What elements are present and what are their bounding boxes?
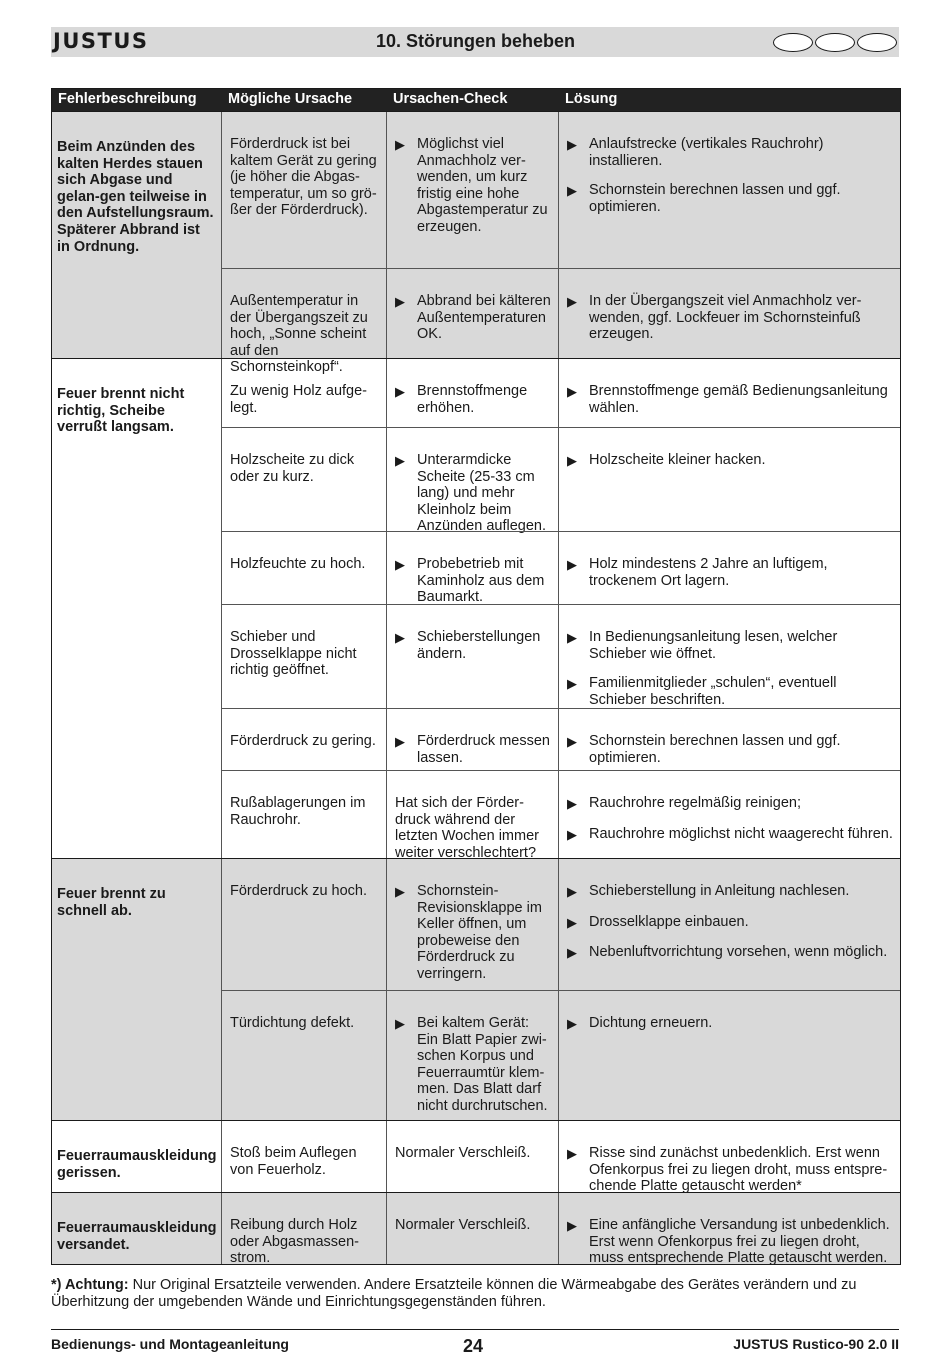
bullet-text: Schornstein berechnen lassen und ggf. optimieren. <box>589 182 841 215</box>
problem-description: Beim Anzünden des kalten Herdes stauen sich Abgase und gelan-gen teilweise in den Aufstellungsraum. Späterer Abbrand ist in Ordnung. <box>52 112 222 358</box>
arrow-icon: ▶ <box>395 884 405 899</box>
table-row <box>222 604 900 708</box>
bullet-text: Brennstoffmenge gemäß Bedienungsanleitung wählen. <box>589 383 888 416</box>
solution-cell <box>559 112 900 268</box>
bullet-text: Dichtung erneuern. <box>589 1015 713 1031</box>
problem-description: Feuer brennt zu schnell ab. <box>52 859 222 1120</box>
table-row <box>222 770 900 861</box>
cause-cell: Außentemperatur in der Übergangszeit zu hoch, „Sonne scheint auf den Schornsteinkopf“. <box>222 269 387 358</box>
bullet-text: Anlaufstrecke (vertikales Rauchrohr) installieren. <box>589 136 824 169</box>
cause-cell: Förderdruck zu gering. <box>222 709 387 770</box>
page-title: 10. Störungen beheben <box>376 31 576 51</box>
arrow-icon: ▶ <box>567 796 577 811</box>
table-row <box>222 359 900 427</box>
oval-icon <box>857 33 897 52</box>
bullet-item <box>395 136 552 236</box>
bullet-text: Holzscheite kleiner hacken. <box>589 452 766 468</box>
check-cell: Normaler Verschleiß. <box>387 1121 559 1192</box>
column-header: Mögliche Ursache <box>228 91 353 107</box>
bullet-text: Schieberstellungen ändern. <box>417 629 541 662</box>
brand-logo: JUSTUS <box>53 29 149 53</box>
bullet-item <box>567 1217 894 1267</box>
bullet-item <box>567 182 894 215</box>
arrow-icon: ▶ <box>395 137 405 152</box>
cause-rows <box>222 1121 900 1195</box>
bullet-text: Rauchrohre möglichst nicht waagerecht führen. <box>589 825 893 842</box>
check-cell <box>387 859 559 990</box>
cause-rows <box>222 112 900 376</box>
bullet-item <box>567 733 894 766</box>
table-body <box>52 111 900 1267</box>
solution-cell <box>559 709 900 770</box>
bullet-text: Abbrand bei kälteren Außentemperaturen OK. <box>417 293 551 343</box>
table-row <box>222 1193 900 1267</box>
column-header: Ursachen-Check <box>393 91 508 107</box>
arrow-icon: ▶ <box>567 826 577 842</box>
arrow-icon: ▶ <box>395 557 405 572</box>
cause-cell: Holzfeuchte zu hoch. <box>222 532 387 604</box>
bullet-item <box>567 136 894 169</box>
troubleshooting-table <box>51 88 901 1265</box>
table-row <box>222 268 900 376</box>
arrow-icon: ▶ <box>567 557 577 572</box>
cause-rows <box>222 359 900 861</box>
bullet-item <box>395 629 552 662</box>
cause-cell: Förderdruck zu hoch. <box>222 859 387 990</box>
bullet-item <box>567 452 894 470</box>
problem-group <box>52 358 900 861</box>
bullet-item <box>395 883 552 983</box>
bullet-text: Möglichst viel Anmachholz ver-wenden, um kurz fristig eine hohe Abgastemperatur zu erzeugen. <box>417 136 548 235</box>
solution-cell <box>559 1193 900 1267</box>
bullet-item <box>567 883 894 901</box>
arrow-icon: ▶ <box>567 630 577 645</box>
bullet-item <box>567 293 894 343</box>
bullet-item <box>567 1015 894 1033</box>
arrow-icon: ▶ <box>567 1218 577 1233</box>
arrow-icon: ▶ <box>395 1016 405 1031</box>
problem-group <box>52 858 900 1120</box>
check-cell <box>387 709 559 770</box>
bullet-item <box>395 383 552 416</box>
bullet-item <box>395 452 552 535</box>
check-cell <box>387 112 559 268</box>
column-header: Fehlerbeschreibung <box>58 91 197 107</box>
footer-product-name: JUSTUS Rustico-90 2.0 II <box>733 1336 899 1352</box>
check-cell <box>387 532 559 604</box>
solution-cell <box>559 359 900 427</box>
bullet-text: Holz mindestens 2 Jahre an luftigem, trockenem Ort lagern. <box>589 556 828 589</box>
bullet-item <box>567 629 894 662</box>
cause-cell: Schieber und Drosselklappe nicht richtig geöffnet. <box>222 605 387 708</box>
cause-cell: Zu wenig Holz aufge-legt. <box>222 359 387 427</box>
problem-description: Feuer brennt nicht richtig, Scheibe verrußt langsam. <box>52 359 222 858</box>
check-cell: Hat sich der Förder-druck während der letzten Wochen immer weiter verschlechtert? <box>387 771 559 858</box>
column-header: Lösung <box>565 91 618 107</box>
check-cell <box>387 428 559 535</box>
bullet-item <box>567 556 894 589</box>
footnote <box>51 1277 901 1310</box>
bullet-item <box>567 675 894 708</box>
check-cell <box>387 991 559 1120</box>
bullet-item <box>567 826 894 844</box>
problem-group <box>52 1120 900 1195</box>
bullet-text: Schornstein berechnen lassen und ggf. optimieren. <box>589 733 841 766</box>
solution-cell <box>559 605 900 708</box>
table-row <box>222 859 900 990</box>
bullet-text: Risse sind zunächst unbedenklich. Erst wenn Ofenkorpus frei zu liegen droht, muss entspre-chende Platte getauscht werden* <box>589 1145 888 1195</box>
bullet-item <box>567 914 894 932</box>
problem-group <box>52 1192 900 1267</box>
bullet-text: Bei kaltem Gerät: Ein Blatt Papier zwi-schen Korpus und Feuerraumtür klem-men. Das Blatt darf nicht durchrutschen. <box>417 1015 548 1114</box>
bullet-text: Eine anfängliche Versandung ist unbedenklich. Erst wenn Ofenkorpus frei zu liegen droht, muss entsprechende Platte getauscht werden. <box>589 1217 890 1267</box>
arrow-icon: ▶ <box>567 183 577 199</box>
bullet-text: Familienmitglieder „schulen“, eventuell Schieber beschriften. <box>589 675 837 708</box>
arrow-icon: ▶ <box>395 294 405 309</box>
check-cell: Normaler Verschleiß. <box>387 1193 559 1264</box>
arrow-icon: ▶ <box>567 453 577 468</box>
problem-description: Feuerraumauskleidung gerissen. <box>52 1121 222 1192</box>
bullet-item <box>567 1145 894 1195</box>
bullet-item <box>395 733 552 766</box>
bullet-text: Förderdruck messen lassen. <box>417 733 550 766</box>
bullet-item <box>395 1015 552 1115</box>
arrow-icon: ▶ <box>567 1016 577 1031</box>
bullet-item <box>395 556 552 606</box>
cause-rows <box>222 859 900 1120</box>
problem-group <box>52 111 900 376</box>
arrow-icon: ▶ <box>567 914 577 930</box>
cause-cell: Rußablagerungen im Rauchrohr. <box>222 771 387 858</box>
arrow-icon: ▶ <box>567 137 577 152</box>
arrow-icon: ▶ <box>567 945 577 961</box>
solution-cell <box>559 532 900 604</box>
cause-cell: Förderdruck ist bei kaltem Gerät zu gering (je höher die Abgas-temperatur, um so grö-ßer der Förderdruck). <box>222 112 387 268</box>
cause-cell: Reibung durch Holz oder Abgasmassen-strom. <box>222 1193 387 1264</box>
bullet-item <box>567 795 894 813</box>
solution-cell <box>559 269 900 358</box>
check-cell <box>387 269 559 358</box>
table-row <box>222 427 900 535</box>
bullet-item <box>567 944 894 962</box>
bullet-text: Probebetrieb mit Kaminholz aus dem Baumarkt. <box>417 556 545 606</box>
table-row <box>222 112 900 268</box>
page-number: 24 <box>463 1336 484 1356</box>
table-row <box>222 708 900 770</box>
bullet-text: Brennstoffmenge erhöhen. <box>417 383 528 416</box>
arrow-icon: ▶ <box>567 676 577 692</box>
solution-cell <box>559 428 900 531</box>
arrow-icon: ▶ <box>567 384 577 399</box>
table-header <box>52 89 900 111</box>
arrow-icon: ▶ <box>395 384 405 399</box>
table-row <box>222 531 900 604</box>
check-cell <box>387 605 559 708</box>
solution-cell <box>559 991 900 1120</box>
bullet-item <box>567 383 894 416</box>
bullet-text: Drosselklappe einbauen. <box>589 913 749 930</box>
solution-cell <box>559 859 900 990</box>
arrow-icon: ▶ <box>567 1146 577 1161</box>
solution-cell <box>559 1121 900 1195</box>
cause-cell: Türdichtung defekt. <box>222 991 387 1120</box>
language-ovals <box>773 33 897 52</box>
arrow-icon: ▶ <box>395 453 405 468</box>
solution-cell <box>559 771 900 858</box>
oval-icon <box>815 33 855 52</box>
oval-icon <box>773 33 813 52</box>
cause-cell: Stoß beim Auflegen von Feuerholz. <box>222 1121 387 1192</box>
bullet-text: Rauchrohre regelmäßig reinigen; <box>589 795 801 811</box>
arrow-icon: ▶ <box>567 884 577 899</box>
table-row <box>222 990 900 1120</box>
arrow-icon: ▶ <box>395 734 405 749</box>
footer-manual-title: Bedienungs- und Montageanleitung <box>51 1336 289 1352</box>
bullet-text: Schieberstellung in Anleitung nachlesen. <box>589 883 850 899</box>
footer-divider <box>51 1329 899 1330</box>
bullet-item <box>395 293 552 343</box>
bullet-text: In Bedienungsanleitung lesen, welcher Schieber wie öffnet. <box>589 629 838 662</box>
table-row <box>222 1121 900 1195</box>
bullet-text: Nebenluftvorrichtung vorsehen, wenn möglich. <box>589 944 888 961</box>
arrow-icon: ▶ <box>567 734 577 749</box>
cause-cell: Holzscheite zu dick oder zu kurz. <box>222 428 387 531</box>
problem-description: Feuerraumauskleidung versandet. <box>52 1193 222 1264</box>
arrow-icon: ▶ <box>395 630 405 645</box>
check-cell <box>387 359 559 427</box>
cause-rows <box>222 1193 900 1267</box>
footnote-text: Nur Original Ersatzteile verwenden. Andere Ersatzteile können die Wärmeabgabe des Gerätes verändern und zu Überhitzung der umgebenden Wände und Einrichtungsgegenständen führen. <box>51 1277 857 1310</box>
bullet-text: Unterarmdicke Scheite (25-33 cm lang) und mehr Kleinholz beim Anzünden auflegen. <box>417 452 546 535</box>
footnote-label: *) Achtung: <box>51 1277 129 1293</box>
bullet-text: In der Übergangszeit viel Anmachholz ver-wenden, ggf. Lockfeuer im Schornsteinfuß erzeugen. <box>589 293 862 343</box>
bullet-text: Schornstein-Revisionsklappe im Keller öffnen, um probeweise den Förderdruck zu verringern. <box>417 883 542 982</box>
arrow-icon: ▶ <box>567 294 577 309</box>
